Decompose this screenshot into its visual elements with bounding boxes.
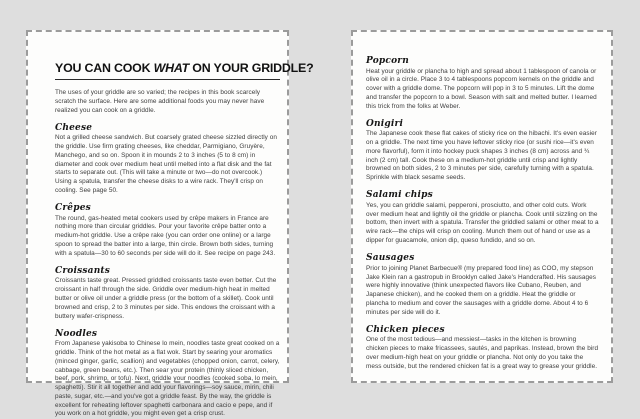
section-heading-popcorn: Popcorn bbox=[366, 56, 409, 66]
section-crepes bbox=[55, 203, 280, 258]
intro-paragraph: The uses of your griddle are so varied; the recipes in this book scarcely scratch the surface. Here are some additional foods you may never have realized you can cook on a griddle. bbox=[55, 89, 265, 114]
section-body-salami-chips: Yes, you can griddle salami, pepperoni, prosciutto, and other cold cuts. Work over medium heat and lightly oil the griddle or plancha. Cook until sizzling on the bottom, then invert with a spatula. Transfer the griddled salami or other meat to a wire rack—the chips will crisp on cooling. Munch them out of hand or use as a dipper for guacamole, onion dip, queso fundido, and so on. bbox=[366, 201, 599, 244]
title-post: ON YOUR GRIDDLE? bbox=[189, 61, 314, 75]
right-page bbox=[351, 30, 613, 383]
left-page bbox=[26, 30, 314, 418]
section-heading-onigiri: Onigiri bbox=[366, 118, 404, 129]
section-onigiri bbox=[366, 119, 599, 183]
section-heading-cheese: Cheese bbox=[55, 122, 93, 133]
section-chicken-pieces bbox=[366, 325, 599, 372]
section-heading-sausages: Sausages bbox=[366, 253, 415, 264]
section-popcorn bbox=[366, 56, 599, 111]
section-croissants bbox=[55, 266, 280, 321]
section-noodles bbox=[55, 329, 280, 419]
section-body-noodles: From Japanese yakisoba to Chinese lo mein, noodles taste great cooked on a griddle. Think of the hot metal as a flat wok. Start by searing your aromatics (minced ginger, garlic, scallion) and vegetables (chopped onion, carrot, celery, cabbage, green beans, etc.). Then sear your protein (thinly sliced chicken, beef, pork, shrimp, or tofu). Next, griddle your noodles (cooked soba, lo mein, spaghetti). Stir it all together and add your flavorings—soy sauce, mirin, chili paste, sugar, etc.—and you've got a griddle feast. By the way, the griddle is excellent for reheating leftover spaghetti carbonara and cacio e pepe, and if you work on a hot griddle, you might even get a crisp crust. bbox=[55, 340, 280, 418]
section-body-croissants: Croissants taste great. Pressed griddled croissants taste even better. Cut the croissant in half through the side. Griddle over medium-high heat in melted butter or olive oil under a griddle press (or the bottom of a skillet). Cook until browned and crisp, 2 to 3 minutes per side. This endows the croissant with a buttery wafer-crispness. bbox=[55, 277, 277, 320]
section-body-popcorn: Heat your griddle or plancha to high and spread about 1 tablespoon of canola or olive oil in a circle. Place 3 to 4 tablespoons popcorn kernels on the griddle and cover with a griddle dome. The popcorn will pop in 3 to 5 minutes. Lift the dome and transfer the popcorn to a bowl. Season with salt and melted butter. I learned this trick from the folks at Weber. bbox=[366, 67, 597, 110]
section-body-crepes: The round, gas-heated metal cookers used by crêpe makers in France are nothing more than circular griddles. Pour your favorite crêpe batter onto a medium-hot griddle. Use a crêpe rake (you can order one online) or a large spoon to spread the batter into a large, thin circle. Brown both sides, turning with a spatula—30 to 60 seconds per side will do it. See recipe on page 243. bbox=[55, 214, 276, 257]
section-heading-salami-chips: Salami chips bbox=[366, 190, 433, 201]
title-pre: YOU CAN COOK bbox=[55, 61, 154, 75]
section-body-cheese: Not a grilled cheese sandwich. But coarsely grated cheese sizzled directly on the griddle. Use firm grating cheeses, like cheddar, Parmigiano, Gruyère, Manchego, and so on. Spoon it in mounds 2 to 3 inches (5 to 8 cm) in diameter and cook over medium heat until melted into a flat disk and the fat starts to separate out. (This will take a minute or two—do not overcook.) Using a spatula, transfer the cheese disks to a wire rack. They'll crisp on cooling. See page 50. bbox=[55, 134, 277, 194]
section-heading-crepes: Crêpes bbox=[55, 203, 91, 214]
section-sausages bbox=[366, 253, 599, 317]
section-heading-croissants: Croissants bbox=[55, 265, 111, 276]
page-title bbox=[55, 61, 314, 80]
section-heading-chicken-pieces: Chicken pieces bbox=[366, 324, 445, 335]
section-cheese bbox=[55, 123, 280, 196]
section-body-onigiri: The Japanese cook these flat cakes of sticky rice on the hibachi. It's even easier on a griddle. The next time you have leftover sticky rice (or sushi rice—it's even more flavorful), form it into hockey puck shapes 3 inches (8 cm) across and ¾ inch (2 cm) tall. Cook these on a medium-hot griddle until crisp and lightly browned on both sides, 2 to 3 minutes per side, carefully turning with a spatula. Sprinkle with black sesame seeds. bbox=[366, 130, 597, 182]
section-body-sausages: Prior to joining Planet Barbecue® (my prepared food line) as COO, my stepson Jake Klein ran a gastropub in Brooklyn called Jake's Handcrafted. His sausages were highly innovative (think unexpected flavors like Cubano, Reuben, and Japanese chicken), and he cooked them on a griddle. Heat the griddle or plancha to medium and cover the sausages with a griddle dome. About 4 to 6 minutes per side will do it. bbox=[366, 264, 596, 316]
section-body-chicken-pieces: One of the most tedious—and messiest—tasks in the kitchen is browning chicken pieces to make fricassees, sautés, and paprikas. Instead, brown the bird over medium-high heat on your griddle or plancha. Not only do you take the mess outside, but the rendered chicken fat is a great way to grease your griddle. bbox=[366, 336, 599, 370]
section-heading-noodles: Noodles bbox=[55, 328, 98, 339]
title-what-emphasis: WHAT bbox=[153, 61, 190, 75]
section-salami-chips bbox=[366, 190, 599, 245]
